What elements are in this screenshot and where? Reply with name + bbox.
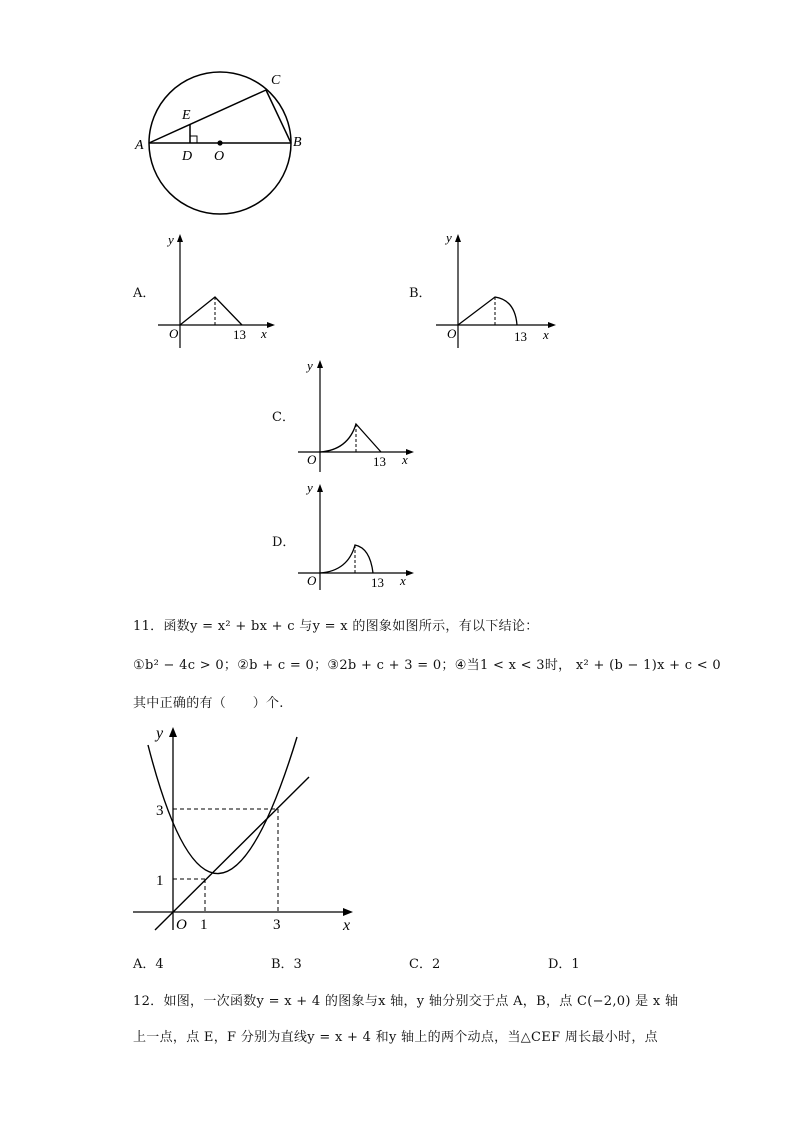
q11-choice-b[interactable]: B．3 xyxy=(271,957,302,972)
option-d-graph xyxy=(290,478,430,593)
q11-choice-c[interactable]: C．2 xyxy=(409,957,441,972)
q12-line2: 上一点，点 E，F 分别为直线y = x + 4 和y 轴上的两个动点，当△CEF 周长最小时，点 xyxy=(133,1030,658,1045)
q11-choice-a[interactable]: A．4 xyxy=(133,957,164,972)
q11-parabola xyxy=(148,737,297,874)
option-c-x-tick: 13 xyxy=(373,454,386,469)
option-a-letter: A． xyxy=(133,286,156,301)
q11-line3: 其中正确的有（ ）个. xyxy=(133,696,284,711)
label-d: D xyxy=(182,149,193,164)
chord-cb xyxy=(266,90,291,143)
q11-origin: O xyxy=(176,917,187,933)
q11-x-label: x xyxy=(343,917,351,934)
option-a-origin: O xyxy=(169,326,179,341)
label-c: C xyxy=(271,73,281,88)
option-c-y-label: y xyxy=(307,358,313,373)
option-d-x-tick: 13 xyxy=(371,575,384,590)
chord-ac xyxy=(149,90,266,143)
q11-x-tick-3: 3 xyxy=(273,917,281,933)
q11-x-tick-1: 1 xyxy=(200,917,208,933)
option-b-curve xyxy=(458,297,517,325)
q11-y-label: y xyxy=(156,725,164,742)
option-a-curve xyxy=(180,297,242,325)
q11-y-tick-3: 3 xyxy=(156,803,164,819)
option-d-y-label: y xyxy=(307,480,313,495)
label-a: A xyxy=(135,138,144,153)
q11-choice-d[interactable]: D．1 xyxy=(548,957,580,972)
option-d-origin: O xyxy=(307,573,317,588)
option-a-x-tick: 13 xyxy=(233,327,246,342)
option-b-origin: O xyxy=(447,326,457,341)
option-c-x-label: x xyxy=(402,452,408,467)
option-a-y-label: y xyxy=(168,232,174,247)
right-angle-mark xyxy=(190,136,197,143)
q11-figure xyxy=(125,718,365,938)
q12-line1: 12．如图，一次函数y = x + 4 的图象与x 轴，y 轴分别交于点 A，B，点 C(−2,0) 是 x 轴 xyxy=(133,994,679,1009)
option-b-letter: B． xyxy=(409,286,432,301)
option-d-curve xyxy=(320,545,373,573)
circle-figure xyxy=(0,0,794,230)
q11-line2: ①b² − 4c > 0；②b + c = 0；③2b + c + 3 = 0；④当1 < x < 3时， x² + (b − 1)x + c < 0 xyxy=(133,658,721,673)
option-b-x-tick: 13 xyxy=(514,329,527,344)
label-b: B xyxy=(293,135,302,150)
option-a-graph xyxy=(150,228,290,348)
option-c-origin: O xyxy=(307,452,317,467)
option-d-x-label: x xyxy=(400,573,406,588)
option-b-x-label: x xyxy=(543,327,549,342)
option-a-x-label: x xyxy=(261,326,267,341)
label-o: O xyxy=(214,149,225,164)
label-e: E xyxy=(182,108,191,123)
option-b-graph xyxy=(428,228,568,348)
center-dot xyxy=(217,140,222,145)
option-c-letter: C． xyxy=(272,410,295,425)
q11-y-tick-1: 1 xyxy=(156,873,164,889)
option-b-y-label: y xyxy=(446,230,452,245)
q11-line1: 11．函数y = x² + bx + c 与y = x 的图象如图所示，有以下结论： xyxy=(133,619,539,634)
option-c-graph xyxy=(290,352,430,472)
option-d-letter: D． xyxy=(272,535,296,550)
option-c-curve xyxy=(320,424,381,452)
q11-line-y-equals-x xyxy=(155,777,309,930)
